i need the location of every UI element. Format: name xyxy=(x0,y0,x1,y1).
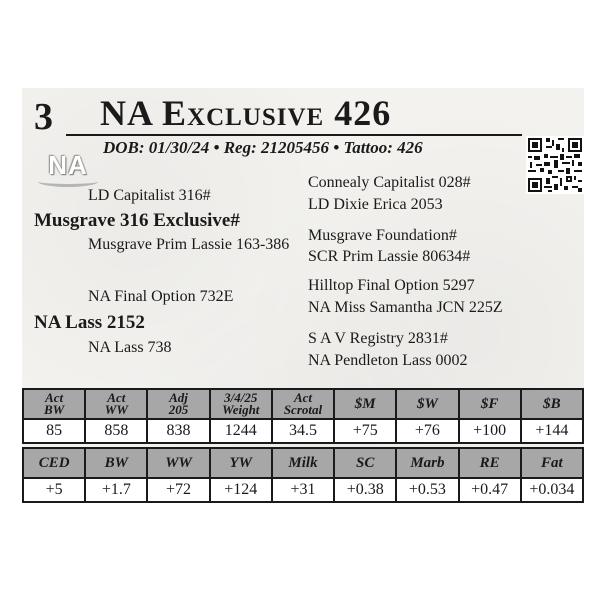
value-re: +0.47 xyxy=(460,479,520,501)
value-milk: +31 xyxy=(273,479,333,501)
header-act-ww xyxy=(86,390,146,418)
sire-dam: Musgrave Prim Lassie 163-386 xyxy=(88,236,290,253)
header-line: BW xyxy=(43,402,65,417)
value-act-ww: 858 xyxy=(86,420,146,442)
header-yw: YW xyxy=(211,449,271,477)
value-ced: +5 xyxy=(24,479,84,501)
header-bw: BW xyxy=(86,449,146,477)
header-adj-205 xyxy=(148,390,208,418)
value-act-scrotal: 34.5 xyxy=(273,420,333,442)
performance-value-row xyxy=(24,420,582,442)
dam-dam: NA Lass 738 xyxy=(88,339,172,356)
header-line: Act xyxy=(107,390,126,405)
header-sc: SC xyxy=(335,449,395,477)
header-dollar-b: $B xyxy=(522,390,582,418)
value-fat: +0.034 xyxy=(522,479,582,501)
performance-table xyxy=(22,388,584,444)
value-dollar-m: +75 xyxy=(335,420,395,442)
header-re: RE xyxy=(460,449,520,477)
header-dollar-m: $M xyxy=(335,390,395,418)
header-ced: CED xyxy=(24,449,84,477)
sire-dam-dam: SCR Prim Lassie 80634# xyxy=(308,248,471,265)
dam: NA Lass 2152 xyxy=(34,312,145,333)
value-act-bw: 85 xyxy=(24,420,84,442)
qr-code-icon[interactable] xyxy=(526,136,584,194)
header-milk: Milk xyxy=(273,449,333,477)
sire-sire-dam: LD Dixie Erica 2053 xyxy=(308,196,443,213)
header-act-bw xyxy=(24,390,84,418)
header-marb: Marb xyxy=(397,449,457,477)
header-act-scrotal xyxy=(273,390,333,418)
header-line: Act xyxy=(293,390,313,405)
value-sc: +0.38 xyxy=(335,479,395,501)
dam-dam-dam: NA Pendleton Lass 0002 xyxy=(308,352,468,369)
header-line: Scrotal xyxy=(283,402,323,417)
header-line: Adj xyxy=(169,390,188,405)
value-marb: +0.53 xyxy=(397,479,457,501)
sire-sire: LD Capitalist 316# xyxy=(88,187,211,204)
value-dollar-b: +144 xyxy=(522,420,582,442)
value-ww: +72 xyxy=(148,479,208,501)
epd-value-row xyxy=(24,479,582,501)
header-line: 205 xyxy=(168,402,189,417)
header-line: 3/4/25 xyxy=(224,390,258,405)
header-line: WW xyxy=(104,402,128,417)
dam-sire-sire: Hilltop Final Option 5297 xyxy=(308,277,475,294)
value-dollar-w: +76 xyxy=(397,420,457,442)
sire-sire-sire: Connealy Capitalist 028# xyxy=(308,174,471,191)
performance-header-row xyxy=(24,390,582,418)
value-adj-205: 838 xyxy=(148,420,208,442)
value-dollar-f: +100 xyxy=(460,420,520,442)
header-ww: WW xyxy=(148,449,208,477)
header-fat: Fat xyxy=(522,449,582,477)
dam-sire: NA Final Option 732E xyxy=(88,288,234,305)
animal-details: DOB: 01/30/24 • Reg: 21205456 • Tattoo: 426 xyxy=(103,138,423,157)
logo-swoosh xyxy=(38,176,98,187)
na-logo-icon: NA xyxy=(48,150,88,180)
header-line: Act xyxy=(45,390,64,405)
value-yw: +124 xyxy=(211,479,271,501)
value-weight: 1244 xyxy=(211,420,271,442)
lot-number: 3 xyxy=(34,96,53,138)
header-weight xyxy=(211,390,271,418)
dam-dam-sire: S A V Registry 2831# xyxy=(308,330,448,347)
dam-sire-dam: NA Miss Samantha JCN 225Z xyxy=(308,299,503,316)
epd-table xyxy=(22,447,584,503)
value-bw: +1.7 xyxy=(86,479,146,501)
animal-name: NA Exclusive 426 xyxy=(100,93,392,133)
header-line: Weight xyxy=(222,402,260,417)
sire: Musgrave 316 Exclusive# xyxy=(34,210,240,231)
header-dollar-f: $F xyxy=(460,390,520,418)
epd-header-row xyxy=(24,449,582,477)
header-dollar-w: $W xyxy=(397,390,457,418)
sire-dam-sire: Musgrave Foundation# xyxy=(308,227,457,244)
title-divider xyxy=(66,134,522,136)
